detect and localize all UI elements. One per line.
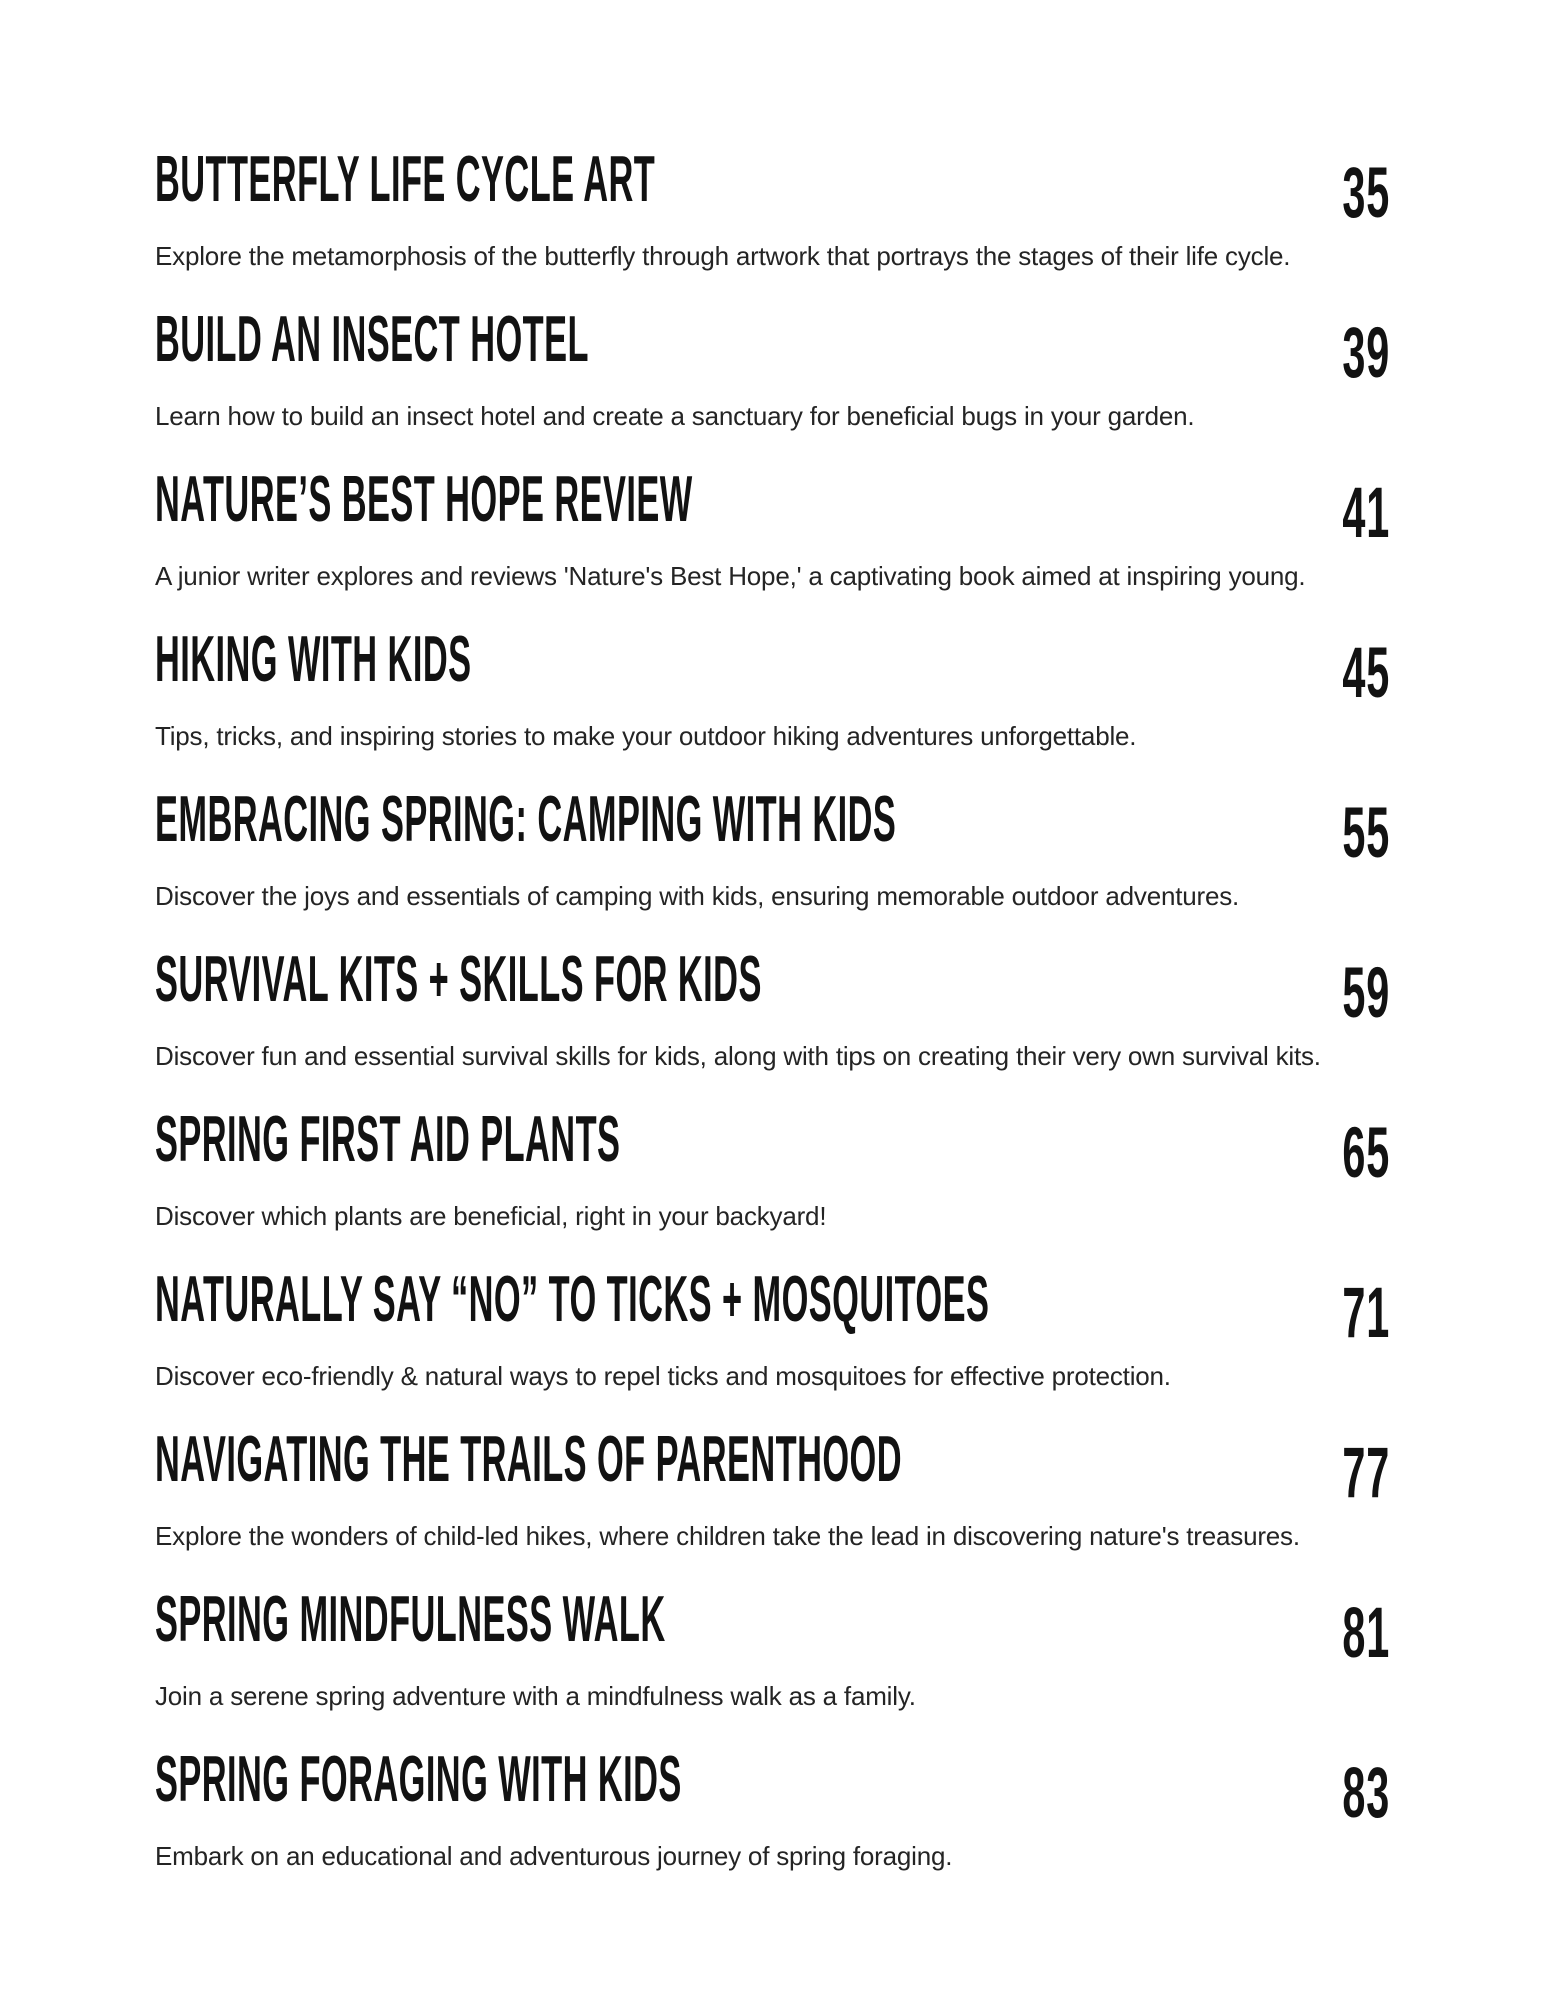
- toc-entry-title-row: [155, 1092, 1390, 1193]
- toc-entry-title-row: [155, 1412, 1390, 1513]
- entry-page-number: 41: [1342, 471, 1390, 553]
- toc-entry: [155, 1412, 1390, 1572]
- entry-description: Discover eco-friendly & natural ways to repel ticks and mosquitoes for effective protection.: [155, 1361, 1171, 1391]
- entry-page-number: 71: [1342, 1271, 1390, 1353]
- toc-entry: [155, 1252, 1390, 1412]
- toc-entry-title-row: [155, 132, 1390, 233]
- entry-description: Explore the metamorphosis of the butterfly through artwork that portrays the stages of their life cycle.: [155, 241, 1291, 271]
- entry-title: SPRING MINDFULNESS WALK: [155, 1584, 666, 1656]
- toc-entry: [155, 452, 1390, 612]
- toc-entry: [155, 1092, 1390, 1252]
- entry-title: NATURE’S BEST HOPE REVIEW: [155, 464, 693, 536]
- entry-title: SPRING FORAGING WITH KIDS: [155, 1744, 682, 1816]
- entry-page-number: 55: [1342, 791, 1390, 873]
- toc-entry-title-row: [155, 452, 1390, 553]
- toc-entry: [155, 612, 1390, 772]
- entry-title: BUTTERFLY LIFE CYCLE ART: [155, 144, 656, 216]
- entry-page-number: 65: [1342, 1111, 1390, 1193]
- toc-entry: [155, 1572, 1390, 1732]
- entry-description: Embark on an educational and adventurous journey of spring foraging.: [155, 1841, 953, 1871]
- entry-title: NAVIGATING THE TRAILS OF PARENTHOOD: [155, 1424, 902, 1496]
- entry-description: Tips, tricks, and inspiring stories to make your outdoor hiking adventures unforgettable.: [155, 721, 1137, 751]
- entry-title: HIKING WITH KIDS: [155, 624, 472, 696]
- toc-entry-title-row: [155, 292, 1390, 393]
- toc-entry: [155, 1732, 1390, 1892]
- entry-description: Explore the wonders of child-led hikes, where children take the lead in discovering nature's treasures.: [155, 1521, 1300, 1551]
- toc-entry: [155, 932, 1390, 1092]
- entry-page-number: 39: [1342, 311, 1390, 393]
- toc-entry: [155, 772, 1390, 932]
- toc-entry-title-row: [155, 1572, 1390, 1673]
- entry-description: Learn how to build an insect hotel and create a sanctuary for beneficial bugs in your garden.: [155, 401, 1195, 431]
- entry-page-number: 45: [1342, 631, 1390, 713]
- entry-page-number: 59: [1342, 951, 1390, 1033]
- entry-description: Discover the joys and essentials of camping with kids, ensuring memorable outdoor adventures.: [155, 881, 1240, 911]
- toc-entry: [155, 132, 1390, 292]
- entry-page-number: 77: [1342, 1431, 1390, 1513]
- toc-entry-title-row: [155, 932, 1390, 1033]
- entry-title: EMBRACING SPRING: CAMPING WITH KIDS: [155, 784, 897, 856]
- entry-title: BUILD AN INSECT HOTEL: [155, 304, 589, 376]
- entry-description: Discover which plants are beneficial, right in your backyard!: [155, 1201, 827, 1231]
- entry-description: A junior writer explores and reviews 'Nature's Best Hope,' a captivating book aimed at inspiring young.: [155, 561, 1306, 591]
- entry-page-number: 83: [1342, 1751, 1390, 1833]
- entry-title: SURVIVAL KITS + SKILLS FOR KIDS: [155, 944, 762, 1016]
- toc-entry-title-row: [155, 772, 1390, 873]
- toc-entry-title-row: [155, 1252, 1390, 1353]
- entry-description: Join a serene spring adventure with a mindfulness walk as a family.: [155, 1681, 916, 1711]
- entry-title: NATURALLY SAY “NO” TO TICKS + MOSQUITOES: [155, 1264, 990, 1336]
- entry-description: Discover fun and essential survival skills for kids, along with tips on creating their very own survival kits.: [155, 1041, 1321, 1071]
- toc-entry-title-row: [155, 612, 1390, 713]
- entry-title: SPRING FIRST AID PLANTS: [155, 1104, 621, 1176]
- entry-page-number: 35: [1342, 151, 1390, 233]
- entry-page-number: 81: [1342, 1591, 1390, 1673]
- toc-entry: [155, 292, 1390, 452]
- toc-entry-title-row: [155, 1732, 1390, 1833]
